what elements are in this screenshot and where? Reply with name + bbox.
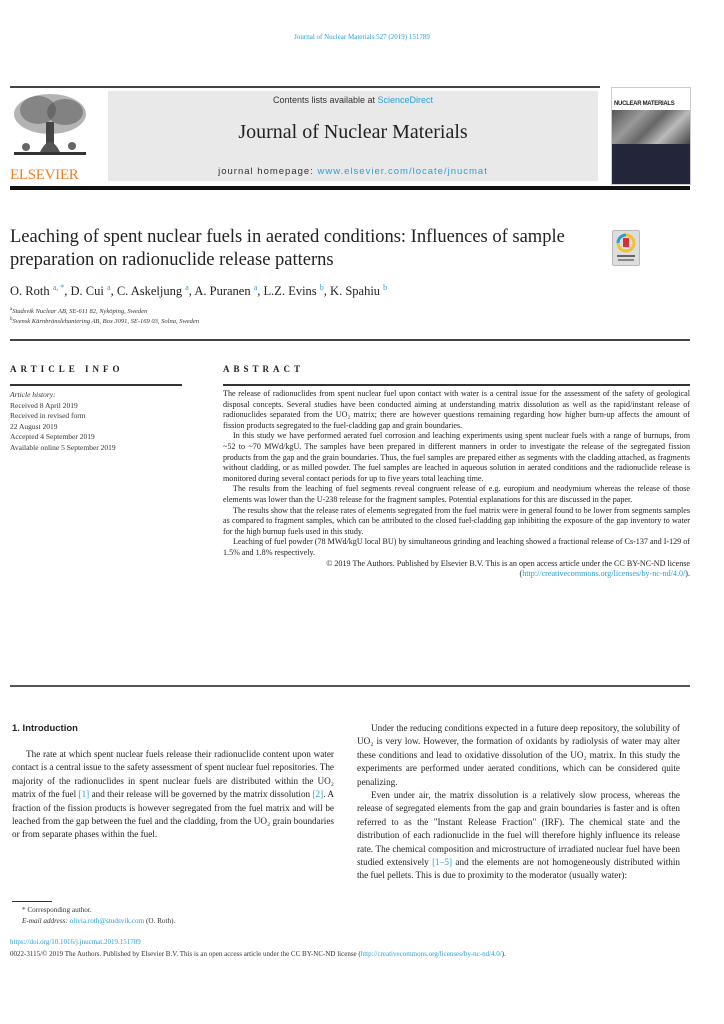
author[interactable] [117, 284, 189, 298]
sciencedirect-link[interactable]: ScienceDirect [377, 95, 434, 105]
body-paragraph: Under the reducing conditions expected in a future deep repository, the solubility of UO₂ is very low. However, the formation of oxidants by radiolysis of water may alter these conditions and lead to oxidative dissolution of the UO₂ matrix. In this study the experiments are performed under aerated conditions, which can be considered quite penalizing. [357, 723, 680, 787]
author-affiliation-mark[interactable]: b [383, 283, 388, 292]
abstract-heading: ABSTRACT [223, 364, 305, 374]
license-link[interactable]: http://creativecommons.org/licenses/by-nc-nd/4.0/ [522, 569, 686, 579]
affiliation [10, 317, 199, 325]
journal-title: Journal of Nuclear Materials [238, 121, 468, 143]
affiliation-text: Studsvik Nuclear AB, SE-611 82, Nyköping, Sweden [12, 308, 148, 316]
issn-text: 0022-3115/© 2019 The Authors. Published by Elsevier B.V. This is an open access article under the CC BY-NC-ND license ( [10, 950, 361, 958]
cover-image [612, 110, 690, 144]
journal-homepage [108, 166, 598, 177]
history-item: Accepted 4 September 2019 [10, 432, 95, 442]
journal-cover-thumbnail[interactable] [611, 87, 691, 185]
author-affiliation-mark[interactable]: b [319, 283, 324, 292]
author[interactable] [10, 284, 64, 298]
elsevier-wordmark: ELSEVIER [10, 167, 79, 183]
affiliation [10, 307, 147, 315]
crossmark-icon [613, 231, 639, 265]
author-affiliation-mark[interactable]: a, * [52, 283, 65, 292]
email-label: E-mail address: [22, 916, 70, 925]
body-text: Even under air, the matrix dissolution is a relatively slow process, whereas the release of segregated elements from the gap and grain boundaries is faster and is often referred to as the "Instant Release Fraction" (IRF). The chemical state and the distribution of each radionuclide in the fuel will therefore highly influence its release rate. The chemical composition and microstructure of irradiated nuclear fuel have been studied extensively [357, 790, 680, 868]
author[interactable] [194, 284, 257, 298]
author[interactable] [71, 284, 111, 298]
body-column-left [12, 748, 334, 842]
cover-title: NUCLEAR MATERIALS [614, 101, 675, 107]
reference-link[interactable]: [2] [312, 789, 324, 800]
email-link[interactable]: olivia.roth@studsvik.com [69, 916, 145, 925]
author-name: C. Askeljung [116, 284, 183, 299]
author-name: L.Z. Evins [263, 284, 317, 299]
author-name: O. Roth [10, 284, 50, 299]
copyright-text: © 2019 The Authors. Published by Elsevier B.V. This is an open access article under the CC BY-NC-ND license ( [326, 558, 690, 579]
header-rule-top [10, 86, 600, 88]
reference-link[interactable]: [1] [78, 789, 90, 800]
affiliation-mark: b [10, 317, 13, 322]
footer-license-link[interactable]: http://creativecommons.org/licenses/by-nc-nd/4.0/ [360, 950, 502, 958]
author-name: A. Puranen [194, 284, 251, 299]
article-info-heading: ARTICLE INFO [10, 364, 124, 374]
contents-prefix: Contents lists available at [272, 95, 378, 105]
history-item: Received 8 April 2019 [10, 400, 78, 410]
footnote [12, 905, 175, 926]
history-item: Available online 5 September 2019 [10, 442, 116, 452]
article-title: Leaching of spent nuclear fuels in aerated conditions: Influences of sample preparation on radionuclide release patterns [10, 227, 565, 270]
abstract-body [223, 389, 690, 580]
corresponding-author-note: * Corresponding author. [22, 906, 92, 914]
author[interactable] [264, 284, 324, 298]
affiliation-mark: a [10, 307, 13, 312]
abstract-paragraph: The results from the leaching of fuel segments reveal congruent release of e.g. europium and neodymium whereas the release of those elements was lower than the U-238 release for the fragment samples. Potential explanations for this are discussed in the paper. [223, 484, 690, 504]
body-text: and their release will be governed by the matrix dissolution [89, 789, 313, 800]
abstract-end-rule [10, 685, 690, 687]
author[interactable] [330, 284, 387, 298]
cover-bottom [612, 144, 690, 184]
abstract-paragraph: The release of radionuclides from spent nuclear fuel upon contact with water is a central issue for the assessment of the safety of geological disposal concepts. Several studies have been conducted aiming at understanding matrix dissolution as well as the rapid/instant release of radionuclides separated from the UO₂ matrix; there are however questions remaining regarding how higher burn-up affects the amount of fission products segregated to the fuel-cladding gap and grain boundaries. [223, 389, 690, 430]
history-label: Article history: [10, 390, 56, 399]
author-name: D. Cui [70, 284, 104, 299]
doi-link[interactable]: https://doi.org/10.1016/j.jnucmat.2019.151789 [10, 938, 141, 946]
body-column-right [357, 722, 680, 883]
cover-top [612, 88, 690, 110]
contents-available [108, 95, 598, 105]
body-paragraph [12, 748, 334, 842]
body-text: The rate at which spent nuclear fuels release their radionuclide content upon water contact is a central issue to the safety assessment of spent nuclear fuel repositories. The majority of the radionuclides in spent nuclear fuels are distributed within the UO₂ matrix of the fuel [12, 749, 334, 800]
reference-link[interactable]: [1–5] [432, 857, 453, 868]
article-history [10, 390, 116, 454]
author-list: O. Roth $^{a, *}$, D. Cui $^a$, C. Askeljung $^a$, A. Puranen $^a$, L.Z. Evins $^b$, K. Spahiu $^b$ [10, 283, 388, 299]
footnote-rule [12, 901, 52, 902]
copyright-suffix: ). [685, 569, 690, 579]
author-affiliation-mark[interactable]: a [107, 283, 111, 292]
abstract-rule [223, 384, 690, 386]
history-item: Received in revised form [10, 411, 86, 421]
body-paragraph [357, 789, 680, 883]
introduction-heading: 1. Introduction [12, 723, 78, 734]
elsevier-tree-icon [10, 92, 90, 160]
author-affiliation-mark[interactable]: a [253, 283, 258, 292]
homepage-prefix: journal homepage: [218, 166, 318, 177]
email-line [12, 916, 175, 927]
body-text: . A fraction of the fission products is however segregated from the fuel matrix and will be leached from the gap between the fuel and the cladding, from the UO₂ grain boundaries or from separate phases within the fuel. [12, 789, 334, 840]
issn-suffix: ). [501, 950, 506, 958]
email-suffix: (O. Roth). [144, 916, 176, 925]
affiliation-text: Svensk Kärnbränslehantering AB, Box 3091, SE-169 03, Solna, Sweden [12, 318, 200, 326]
journal-masthead [108, 91, 598, 181]
section-rule [10, 339, 690, 341]
abstract-paragraph: The results show that the release rates of elements segregated from the fuel matrix were in general found to be lower from segments samples as compared to fragment samples, which can be attributed to the closed fuel-cladding gap inhibiting the exposure of the gap inventory to water for the high burnup fuels used in this study. [223, 505, 690, 536]
abstract-copyright [223, 559, 690, 580]
check-for-updates-button[interactable] [612, 230, 640, 266]
header-rule-thick [10, 186, 690, 190]
author-name: K. Spahiu [330, 284, 381, 299]
body-text: and the elements are not homogeneously distributed within the fuel pellets. This is due to proximity to the moderator (usually water): [357, 857, 681, 881]
abstract-paragraph: In this study we have performed aerated fuel corrosion and leaching experiments using spent nuclear fuels with a range of burnups, from ~52 to ~70 MWd/kgU. The samples have been prepared in different manners in order to investigate the release of the segregated fission products from the gap and the grain boundaries. Thus, the fuel samples are prepared either as segments with the cladding attached, as fragments without cladding, or as milled powder. The fuel samples are leached in aqueous solution in aerated conditions and the radionuclide release is monitored during several contact periods for up to five years total leaching time. [223, 431, 690, 483]
issn-line [10, 950, 506, 958]
elsevier-logo[interactable] [10, 92, 90, 182]
history-item: 22 August 2019 [10, 421, 58, 431]
journal-citation[interactable]: Journal of Nuclear Materials 527 (2019) 151789 [294, 33, 430, 41]
author-affiliation-mark[interactable]: a [185, 283, 189, 292]
homepage-link[interactable]: www.elsevier.com/locate/jnucmat [317, 166, 488, 177]
article-info-rule [10, 384, 182, 386]
abstract-paragraph: Leaching of fuel powder (78 MWd/kgU local BU) by simultaneous grinding and leaching showed a fractional release of Cs-137 and I-129 of 1.5% and 1.8% respectively. [223, 537, 690, 557]
